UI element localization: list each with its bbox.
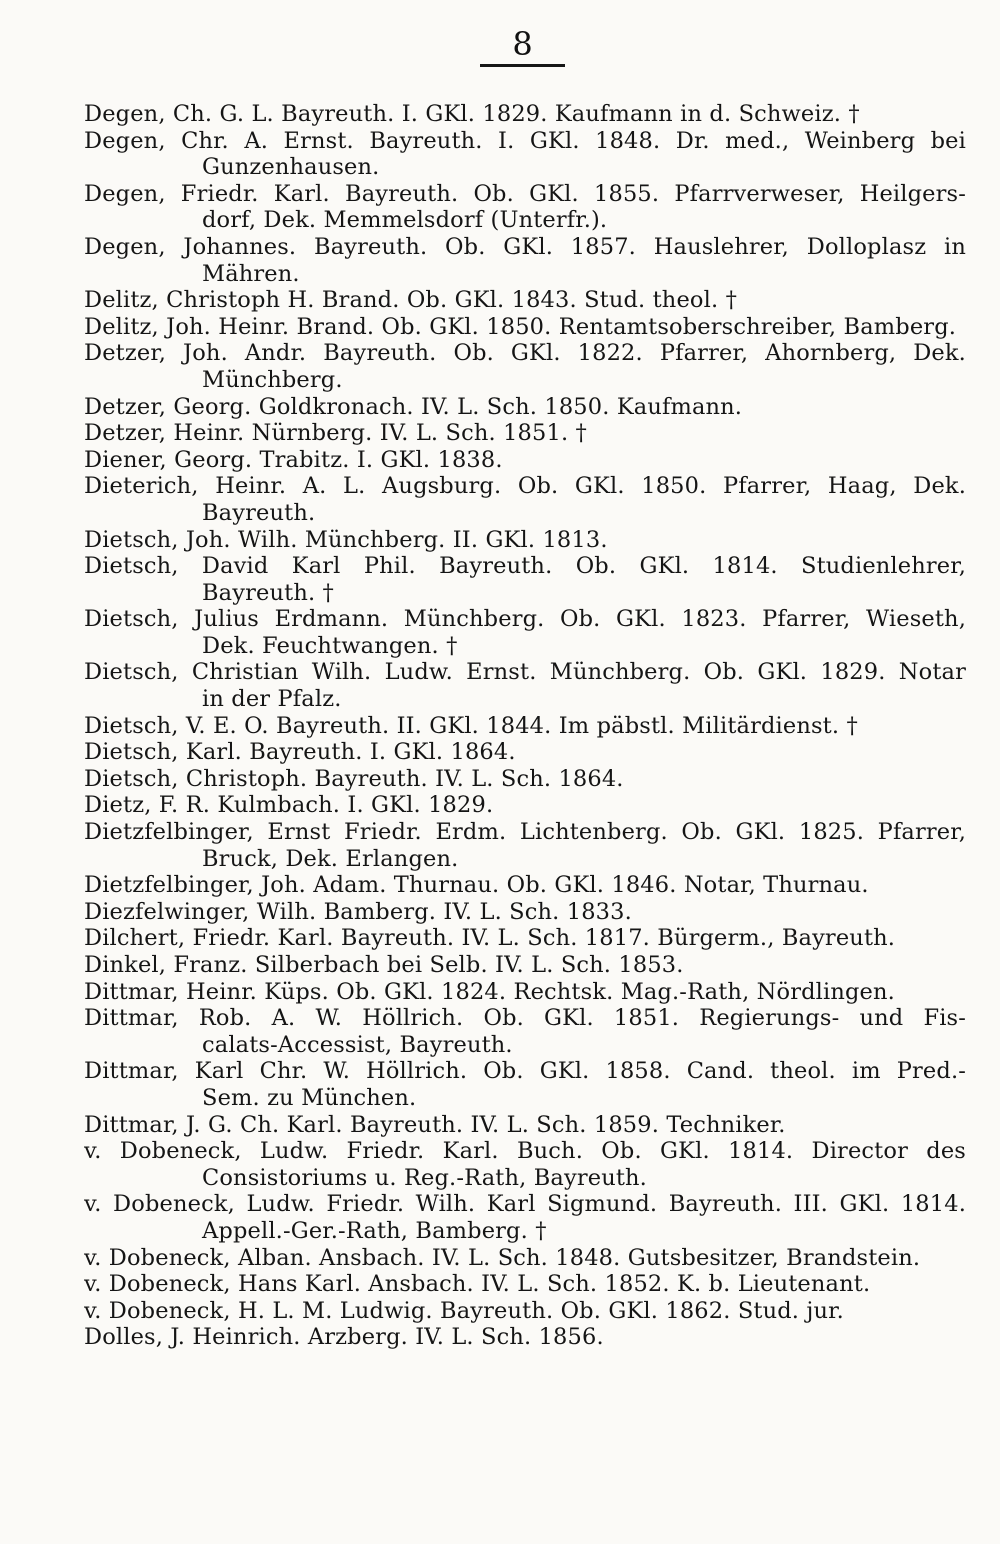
entry-continuation-line: Appell.-Ger.-Rath, Bamberg. †: [202, 1217, 547, 1244]
entry-line: Dietsch, Christoph. Bayreuth. IV. L. Sch. 1864.: [84, 765, 624, 792]
register-entry: [84, 527, 966, 554]
register-entry: [84, 234, 966, 287]
register-entry: [84, 979, 966, 1006]
entry-continuation-line: Mähren.: [202, 260, 300, 287]
register-entry: [84, 553, 966, 606]
register-entry: [84, 766, 966, 793]
entry-continuation-line: calats-Accessist, Bayreuth.: [202, 1031, 513, 1058]
entry-continuation-line: Dek. Feuchtwangen. †: [202, 632, 458, 659]
register-entry: [84, 1298, 966, 1325]
entry-line: Detzer, Georg. Goldkronach. IV. L. Sch. 1850. Kaufmann.: [84, 393, 743, 420]
entry-line: Delitz, Joh. Heinr. Brand. Ob. GKl. 1850. Rentamtsoberschreiber, Bamberg.: [84, 313, 957, 340]
entry-line: Diener, Georg. Trabitz. I. GKl. 1838.: [84, 446, 503, 473]
entry-line: Dietsch, Joh. Wilh. Münchberg. II. GKl. 1813.: [84, 526, 608, 553]
register-entry: [84, 128, 966, 181]
entry-line: Dittmar, J. G. Ch. Karl. Bayreuth. IV. L. Sch. 1859. Techniker.: [84, 1111, 786, 1138]
register-entry: [84, 314, 966, 341]
entry-line: Dietsch, Karl. Bayreuth. I. GKl. 1864.: [84, 739, 516, 766]
entry-line: Diezfelwinger, Wilh. Bamberg. IV. L. Sch. 1833.: [84, 898, 632, 925]
entry-line: Dietz, F. R. Kulmbach. I. GKl. 1829.: [84, 792, 494, 819]
entry-continuation-line: Bruck, Dek. Erlangen.: [202, 845, 459, 872]
register-entry: [84, 713, 966, 740]
register-entry: [84, 819, 966, 872]
register-entry: [84, 101, 966, 128]
entry-continuation-line: Münchberg.: [202, 366, 343, 393]
register-entry: [84, 606, 966, 659]
register-entry: [84, 1112, 966, 1139]
entry-line: Dietsch, Christian Wilh. Ludw. Ernst. Münchberg. Ob. GKl. 1829. Notar: [84, 659, 966, 686]
register-entry: [84, 952, 966, 979]
entry-line: Degen, Johannes. Bayreuth. Ob. GKl. 1857. Hauslehrer, Dolloplasz in: [84, 233, 966, 260]
register-entry: [84, 473, 966, 526]
entry-line: Dolles, J. Heinrich. Arzberg. IV. L. Sch. 1856.: [84, 1324, 604, 1351]
register-entry: [84, 659, 966, 712]
entry-line: Dietsch, Julius Erdmann. Münchberg. Ob. GKl. 1823. Pfarrer, Wieseth,: [84, 606, 966, 633]
register-entry: [84, 1058, 966, 1111]
entry-line: Dittmar, Heinr. Küps. Ob. GKl. 1824. Rechtsk. Mag.-Rath, Nördlingen.: [84, 978, 895, 1005]
entry-continuation-line: Bayreuth. †: [202, 579, 334, 606]
entry-line: v. Dobeneck, Ludw. Friedr. Karl. Buch. Ob. GKl. 1814. Director des: [84, 1138, 966, 1165]
register-entry: [84, 1271, 966, 1298]
entry-line: Dittmar, Karl Chr. W. Höllrich. Ob. GKl. 1858. Cand. theol. im Pred.-: [84, 1058, 966, 1085]
entry-line: Dittmar, Rob. A. W. Höllrich. Ob. GKl. 1851. Regierungs- und Fis-: [84, 1005, 966, 1032]
register-entry: [84, 1245, 966, 1272]
entry-line: v. Dobeneck, Ludw. Friedr. Wilh. Karl Sigmund. Bayreuth. III. GKl. 1814.: [84, 1191, 966, 1218]
entry-line: Dinkel, Franz. Silberbach bei Selb. IV. L. Sch. 1853.: [84, 952, 684, 978]
register-entry: [84, 1324, 966, 1351]
entry-line: Dietsch, David Karl Phil. Bayreuth. Ob. GKl. 1814. Studienlehrer,: [84, 553, 966, 580]
register-entry: [84, 1191, 966, 1244]
register-entry: [84, 447, 966, 474]
register-entry: [84, 394, 966, 421]
register-entry: [84, 899, 966, 926]
entry-continuation-line: Sem. zu München.: [202, 1084, 417, 1111]
entry-continuation-line: in der Pfalz.: [202, 686, 342, 713]
entry-line: Delitz, Christoph H. Brand. Ob. GKl. 1843. Stud. theol. †: [84, 287, 737, 314]
register-entry: [84, 739, 966, 766]
register-entry: [84, 1138, 966, 1191]
entry-line: Detzer, Heinr. Nürnberg. IV. L. Sch. 1851. †: [84, 420, 587, 447]
page-number: 8: [512, 25, 533, 63]
entry-line: Dietzfelbinger, Joh. Adam. Thurnau. Ob. GKl. 1846. Notar, Thurnau.: [84, 872, 869, 899]
entry-continuation-line: Bayreuth.: [202, 499, 316, 526]
register-entry: [84, 287, 966, 314]
entry-continuation-line: Gunzenhausen.: [202, 154, 380, 181]
entry-line: Dieterich, Heinr. A. L. Augsburg. Ob. GKl. 1850. Pfarrer, Haag, Dek.: [84, 473, 966, 500]
register-entry: [84, 420, 966, 447]
entry-line: Detzer, Joh. Andr. Bayreuth. Ob. GKl. 1822. Pfarrer, Ahornberg, Dek.: [84, 340, 966, 367]
page-number-rule: [480, 64, 565, 67]
register-entry: [84, 792, 966, 819]
entry-continuation-line: Consistoriums u. Reg.-Rath, Bayreuth.: [202, 1164, 647, 1191]
register-entry: [84, 872, 966, 899]
entry-continuation-line: dorf, Dek. Memmelsdorf (Unterfr.).: [202, 207, 608, 234]
entry-line: Dietsch, V. E. O. Bayreuth. II. GKl. 1844. Im päbstl. Militärdienst. †: [84, 712, 858, 739]
entry-line: Degen, Friedr. Karl. Bayreuth. Ob. GKl. 1855. Pfarrverweser, Heilgers-: [84, 180, 966, 207]
register-entry: [84, 1005, 966, 1058]
register-entry: [84, 925, 966, 952]
entry-line: Degen, Chr. A. Ernst. Bayreuth. I. GKl. 1848. Dr. med., Weinberg bei: [84, 127, 966, 154]
entry-line: v. Dobeneck, Hans Karl. Ansbach. IV. L. Sch. 1852. K. b. Lieutenant.: [84, 1271, 871, 1298]
register-entries: [84, 101, 966, 1351]
entry-line: Dilchert, Friedr. Karl. Bayreuth. IV. L. Sch. 1817. Bürgerm., Bayreuth.: [84, 925, 896, 952]
register-entry: [84, 181, 966, 234]
entry-line: v. Dobeneck, Alban. Ansbach. IV. L. Sch. 1848. Gutsbesitzer, Brandstein.: [84, 1244, 921, 1271]
register-entry: [84, 340, 966, 393]
entry-line: Dietzfelbinger, Ernst Friedr. Erdm. Lichtenberg. Ob. GKl. 1825. Pfarrer,: [84, 819, 966, 846]
entry-line: v. Dobeneck, H. L. M. Ludwig. Bayreuth. Ob. GKl. 1862. Stud. jur.: [84, 1297, 844, 1324]
entry-line: Degen, Ch. G. L. Bayreuth. I. GKl. 1829. Kaufmann in d. Schweiz. †: [84, 101, 860, 127]
